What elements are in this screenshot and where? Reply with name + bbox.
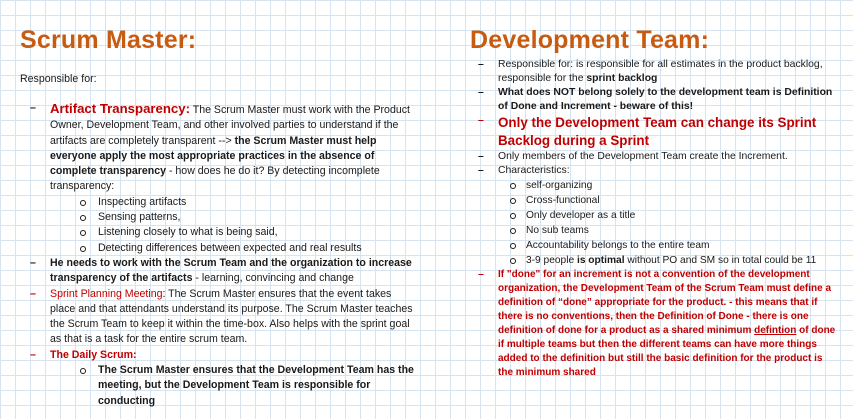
sub-item: Inspecting artifacts [78,195,415,210]
team-size-text-1: 3-9 people [526,255,577,266]
artifact-text-2: - how does he do it? By detecting incomplete transparency: [50,165,380,193]
change-backlog-text: Only the Development Team can change its Sprint Backlog during a Sprint [498,115,817,148]
team-size-bold: is optimal [576,255,625,266]
responsible-text: Responsible for: is responsible for all estimates in the product backlog, responsible for the [498,59,823,84]
dod-underlined: defintion [754,325,797,336]
sub-item: self-organizing [508,178,840,193]
not-solely-item: – What does NOT belong solely to the development team is Definition of Done and Increment - beware of this! [470,86,840,114]
transparency-work-item [20,256,415,287]
responsible-item [470,58,840,86]
dod-text-1: If "done" for an increment is not a convention of the development organization, the Development Team of the Scrum Team must define a definition of “done” appropriate for the product. - this means that if there is no conventions, then the Definition of Done - there is one definition of done for a product as a shared minimum [498,269,832,336]
sub-item: No sub teams [508,223,840,238]
work-text: - learning, convincing and change [192,272,354,285]
change-backlog-item [470,114,840,150]
sprint-planning-heading: Sprint Planning Meeting [50,287,163,300]
work-bold-text: He needs to work with the Scrum Team and the organization to increase transparency of the artifacts [50,256,412,285]
sub-item: Only developer as a title [508,208,840,223]
scrum-master-title: Scrum Master: [20,26,197,54]
daily-scrum-sublist [50,363,415,409]
development-team-title: Development Team: [470,26,710,54]
development-team-section [470,0,840,380]
scrum-master-list [20,101,415,409]
team-size-text-2: without PO and SM so in total could be 11 [624,255,817,266]
sub-item: Detecting differences between expected and real results [78,241,415,256]
responsible-for-label: Responsible for: [20,73,97,85]
definition-of-done-item [470,268,840,380]
artifact-bold-text: the Scrum Master must help everyone apply the most appropriate practices in the absence of complete transparency [50,134,377,178]
sub-item: Sensing patterns, [78,210,415,225]
transparency-sublist [50,195,415,256]
artifact-transparency-heading: Artifact Transparency: [50,101,190,116]
dod-text-2: of done if multiple teams but then the different teams can have more things added to the definition but still the basic definition for the product is the minimum shared [498,325,836,378]
development-team-list [470,58,840,380]
daily-scrum-heading: The Daily Scrum: [50,348,137,361]
sprint-planning-item [20,287,415,348]
sub-item: Accountability belongs to the entire team [508,238,840,253]
artifact-text-1: The Scrum Master must work with the Product Owner, Development Team, and other involved parties to understand if the artifacts are completely transparent --> [50,104,410,147]
sprint-planning-text: : The Scrum Master ensures that the event takes place and that attendants understand its purpose. The Scrum Master teaches the Scrum Team to keep it within the time-box. Also helps with the sprint goal as that is a task for the entire scrum team. [50,287,413,346]
sub-item: The Scrum Master ensures that the Development Team has the meeting, but the Development Team is responsible for conducting [78,363,415,409]
characteristics-item [470,164,840,268]
scrum-master-section [20,0,415,409]
artifact-transparency-item [20,101,415,256]
sprint-backlog-bold: sprint backlog [586,73,658,84]
characteristics-label: Characteristics: [498,165,570,176]
daily-scrum-item [20,348,415,409]
sub-item: Listening closely to what is being said, [78,225,415,240]
sub-item: Cross-functional [508,193,840,208]
increment-item: – Only members of the Development Team create the Increment. [470,150,840,164]
sub-item [508,253,840,268]
characteristics-sublist [498,178,840,268]
